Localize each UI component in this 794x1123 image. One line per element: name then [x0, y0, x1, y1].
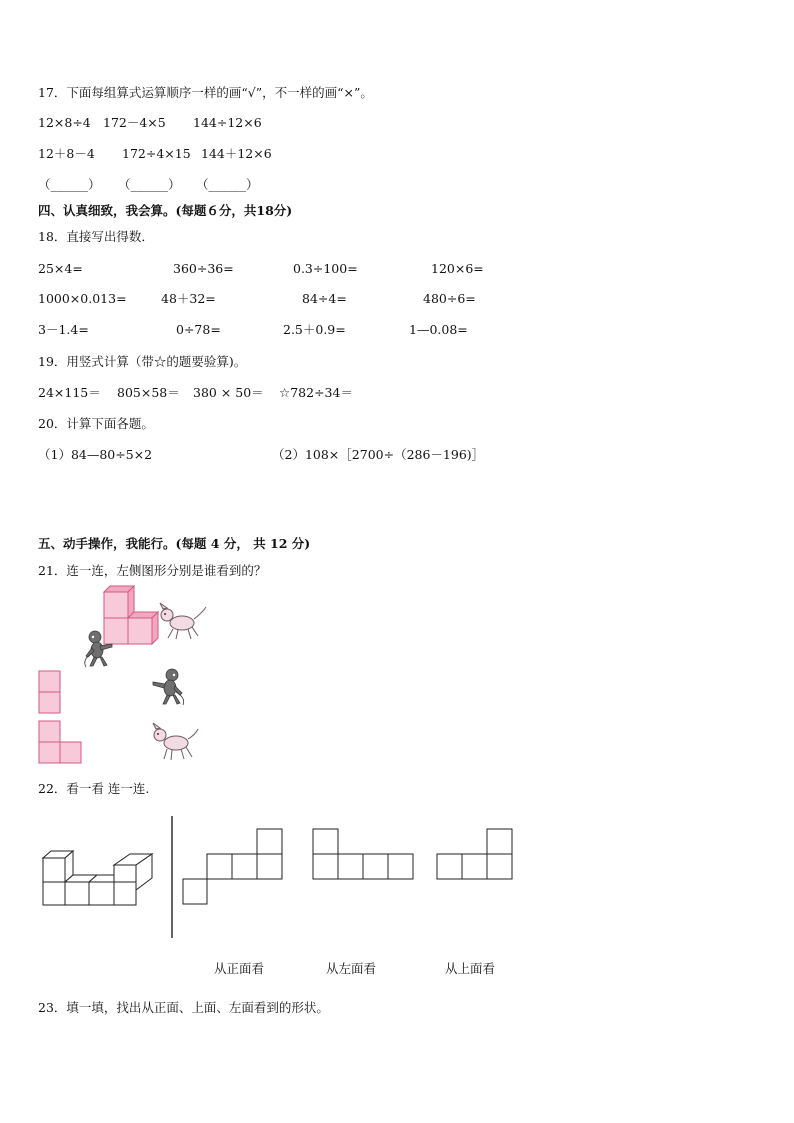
q19-item: ☆782÷34＝ — [279, 385, 353, 400]
q17-answer-blank-2[interactable]: （______） — [118, 177, 181, 192]
q17-answer-blank-3[interactable]: （______） — [196, 177, 259, 192]
q21-title: 21．连一连，左侧图形分别是谁看到的？ — [38, 563, 267, 578]
q22-view-option-2 — [312, 828, 414, 882]
q17-title: 17．下面每组算式运算顺序一样的画“√”，不一样的画“×”。 — [38, 85, 373, 100]
q18-item: 0.3÷100= — [293, 261, 358, 276]
monkey-icon — [82, 630, 116, 668]
q18-item: 480÷6= — [423, 291, 476, 306]
q23-title: 23．填一填，找出从正面、上面、左面看到的形状。 — [38, 1000, 329, 1015]
q17-expr-2b: 172÷4×15 — [122, 146, 191, 161]
dog-icon — [150, 723, 200, 763]
q18-item: 3－1.4= — [38, 322, 89, 337]
q17-expr-2a: 172－4×5 — [103, 115, 166, 130]
q22-label-left: 从左面看 — [326, 961, 377, 976]
q17-expr-1a: 12×8÷4 — [38, 115, 91, 130]
monkey-icon — [150, 668, 190, 706]
q20-title: 20．计算下面各题。 — [38, 416, 154, 431]
dog-icon — [158, 603, 208, 641]
q18-item: 1—0.08= — [409, 322, 468, 337]
q18-item: 48＋32= — [161, 291, 216, 306]
q17-expr-3a: 144÷12×6 — [193, 115, 262, 130]
q21-shape-l — [38, 720, 84, 764]
q22-label-front: 从正面看 — [214, 961, 265, 976]
q17-expr-3b: 144＋12×6 — [201, 146, 272, 161]
q22-block-group — [42, 850, 154, 908]
q18-item: 360÷36= — [173, 261, 234, 276]
q18-item: 84÷4= — [302, 291, 347, 306]
q22-title: 22．看一看 连一连. — [38, 781, 150, 796]
q18-item: 1000×0.013= — [38, 291, 127, 306]
q22-divider-line — [170, 816, 174, 938]
q19-item: 380 × 50＝ — [193, 385, 264, 400]
q18-item: 0÷78= — [176, 322, 221, 337]
q19-item: 24×115＝ — [38, 385, 101, 400]
q22-view-option-3 — [436, 828, 514, 882]
section-4-heading: 四、认真细致，我会算。(每题６分，共18分) — [38, 203, 293, 218]
q18-item: 2.5＋0.9= — [283, 322, 346, 337]
q20-item-1: （1）84—80÷5×2 — [38, 447, 153, 462]
q17-answer-blank-1[interactable]: （______） — [38, 177, 101, 192]
q19-item: 805×58＝ — [117, 385, 180, 400]
q17-expr-1b: 12＋8－4 — [38, 146, 95, 161]
q18-item: 120×6= — [431, 261, 484, 276]
q20-item-2: （2）108×［2700÷（286－196)］ — [272, 447, 485, 462]
q18-item: 25×4= — [38, 261, 83, 276]
q18-title: 18．直接写出得数． — [38, 229, 154, 244]
q19-title: 19．用竖式计算（带☆的题要验算)。 — [38, 354, 247, 369]
q21-shape-column — [38, 670, 62, 714]
q22-label-top: 从上面看 — [445, 961, 496, 976]
q22-view-option-1 — [182, 828, 284, 906]
section-5-heading: 五、动手操作，我能行。(每题 4 分， 共 12 分) — [38, 536, 311, 551]
